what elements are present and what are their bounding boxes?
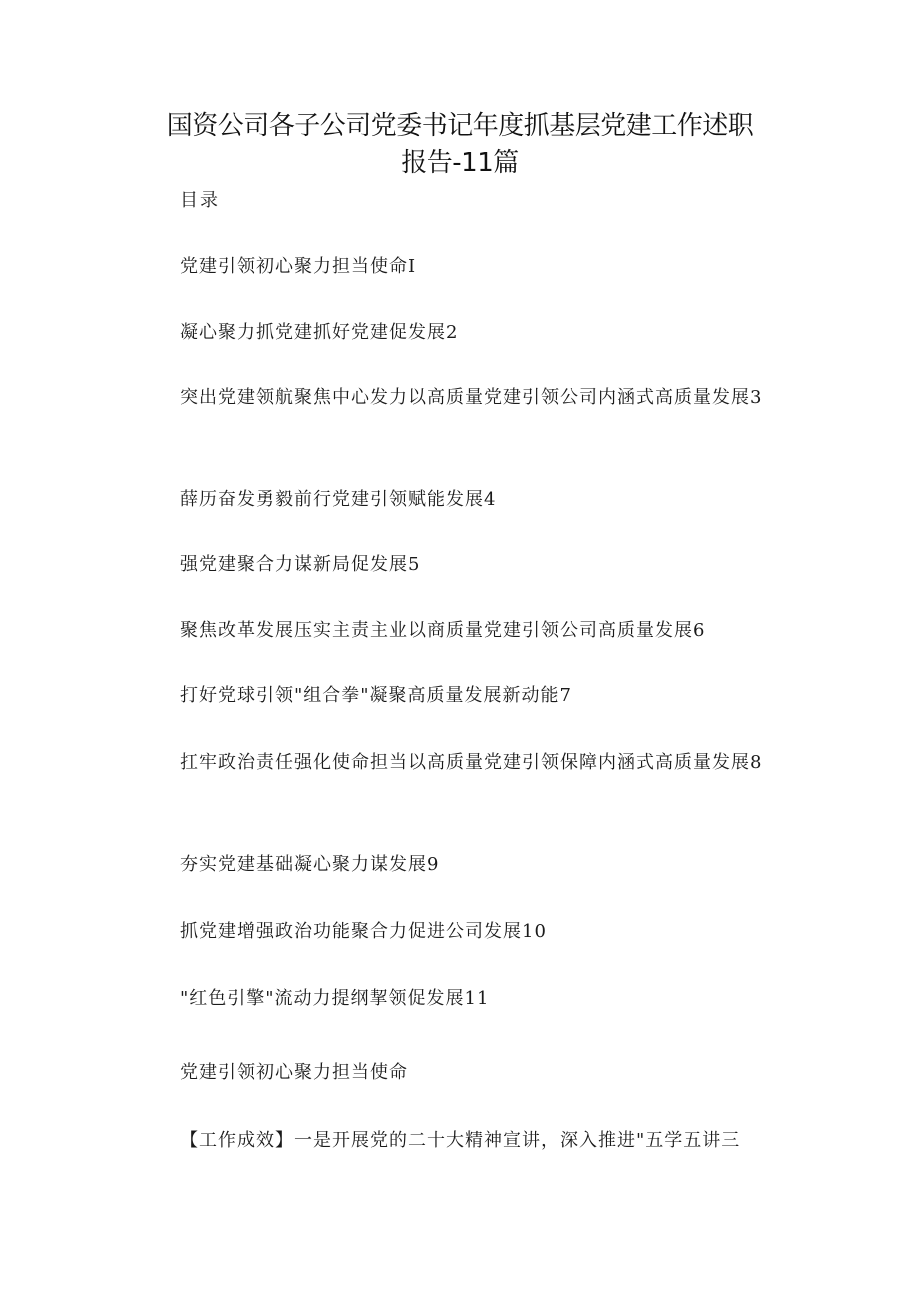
toc-item-text: 扛牢政治责任强化使命担当以高质量党建引领保障内涵式高质量发展 bbox=[180, 752, 750, 773]
toc-item[interactable] bbox=[180, 481, 790, 519]
toc-item[interactable] bbox=[136, 379, 790, 417]
toc-item[interactable] bbox=[180, 913, 790, 951]
body-paragraph: 【工作成效】一是开展党的二十大精神宣讲，深入推进"五学五讲三 bbox=[180, 1130, 741, 1151]
toc-item-text: 强党建聚合力谋新局促发展5 bbox=[180, 554, 421, 575]
toc-item-text: 夯实党建基础凝心聚力谋发展9 bbox=[180, 854, 440, 875]
title-line-1: 国资公司各子公司党委书记年度抓基层党建工作述职 bbox=[166, 111, 754, 141]
title-line-2: 报告-11篇 bbox=[401, 148, 519, 178]
toc-item-text: 突出党建领航聚焦中心发力以高质量党建引领公司内涵式高质量发展 bbox=[180, 387, 750, 408]
toc-item-text: 凝心聚力抓党建抓好党建促发展2 bbox=[180, 322, 459, 343]
toc-item[interactable] bbox=[136, 744, 790, 782]
toc-item-text: "红色引擎"流动力提纲挈领促发展11 bbox=[180, 988, 490, 1009]
document-title bbox=[150, 108, 770, 182]
toc-item-page: 8 bbox=[750, 752, 763, 773]
toc-item[interactable] bbox=[180, 248, 790, 286]
toc-item[interactable] bbox=[180, 677, 790, 715]
toc-item[interactable] bbox=[180, 546, 790, 584]
toc-heading: 目录 bbox=[180, 190, 220, 211]
toc-item[interactable] bbox=[180, 314, 790, 352]
toc-item-text: 薛历奋发勇毅前行党建引领赋能发展4 bbox=[180, 489, 497, 510]
toc-item-text: 党建引领初心聚力担当使命I bbox=[180, 256, 417, 277]
section-title: 党建引领初心聚力担当使命 bbox=[180, 1062, 408, 1083]
toc-item-text: 聚焦改革发展压实主责主业以商质量党建引领公司高质量发展6 bbox=[180, 620, 706, 641]
toc-item[interactable] bbox=[180, 980, 790, 1018]
toc-item[interactable] bbox=[180, 612, 790, 650]
toc-item-page: 3 bbox=[750, 387, 763, 408]
toc-item-text: 抓党建增强政治功能聚合力促进公司发展10 bbox=[180, 921, 547, 942]
toc-item-text: 打好党球引领"组合拳"凝聚高质量发展新动能7 bbox=[180, 685, 573, 706]
toc-item[interactable] bbox=[180, 846, 790, 884]
